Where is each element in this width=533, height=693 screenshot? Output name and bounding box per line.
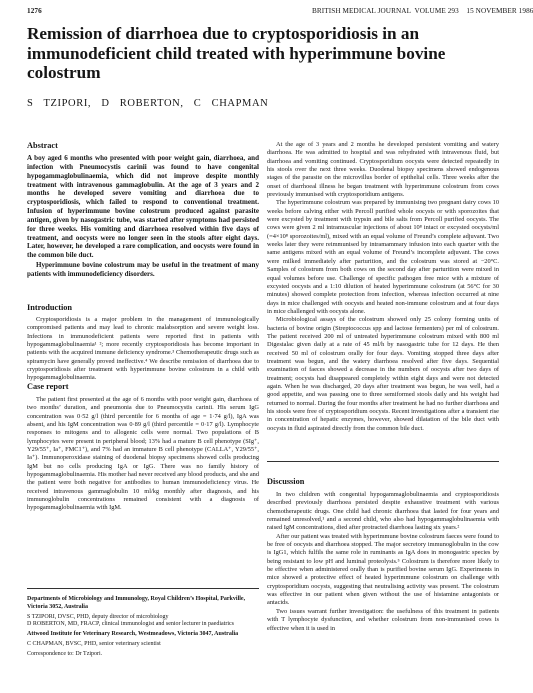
discussion-heading: Discussion bbox=[267, 477, 305, 486]
article-title: Remission of diarrhoea due to cryptosporidiosis in an immunodeficient child treated with hyperimmune bovine colostrum bbox=[27, 24, 446, 82]
page-number: 1276 bbox=[27, 7, 42, 15]
case-report-heading: Case report bbox=[27, 382, 69, 391]
paragraph: The hyperimmune colostrum was prepared by immunising two pregnant dairy cows 10 weeks before calving either with Percoll purified whole oocysts or with sporozoites that were excysted by treatment with trypsin and bile salts from Percoll purified oocysts. The cows were given 2 ml intramuscular injections of about 10⁸ intact or excysted oocysts/ml (=4×10⁸ sporozoites/ml), mixed with an equal volume of Freund’s complete adjuvant. Two weeks later they were reimmunised by intramammary infusion into each quarter with the same antigens mixed with an equal volume of Freund’s incomplete adjuvant. The cows were milked immediately after parturition, and the colostrum was stored at −20°C. Samples of colostrum from both cows on the second day after parturition were mixed in equal volumes before use. Challenge of specific pathogen free mice with a mixture of excysted oocysts and a 1:10 dilution of heated hyperimmune colostrum (at 56°C for 30 minutes) showed complete protection from infection, whereas infection occurred at nine days in mice challenged with oocysts and heated non-immune colostrum and at four days in mice challenged with oocysts alone. bbox=[267, 199, 499, 315]
paragraph: After our patient was treated with hyperimmune bovine colostrum faeces were found to be free of oocysts and diarrhoea stopped. The major secretory immunoglobulin in the cow is IgG1, which fulfils the same role in ruminants as IgA does in monogastric species by being resistant to low pH and luminal proteolysis.⁵ Colostrum is therefore more likely to be effective when administered orally than is purified bovine serum IgG. Experiments in mice showed a protective effect of heated hyperimmune colostrum on challenge with cryptosporidium oocysts, suggesting that neutralising activity was present. The colostrum was effective in our patient when given without the use of histamine antagonists or antacids. bbox=[267, 532, 499, 607]
affiliation-author: S TZIPORI, DVSC, PHD, deputy director of microbiology bbox=[27, 613, 169, 620]
footnote-rule bbox=[27, 588, 259, 589]
case-report-text bbox=[27, 396, 259, 578]
introduction-text bbox=[27, 316, 259, 382]
journal-line: BRITISH MEDICAL JOURNAL VOLUME 293 15 NOVEMBER 1986 bbox=[312, 7, 533, 15]
discussion-text bbox=[267, 491, 499, 687]
paragraph: In two children with congenital hypogammaglobulinaemia and cryptosporidiosis described previously diarrhoea persisted despite exhaustive treatment with various chemotherapeutic drugs. One child had chronic diarrhoea that lasted for four years and remained unresolved,¹ and a second child, who also had hypogammaglobulinaemia with raised IgM concentrations, died after protracted diarrhoea lasting six years.² bbox=[267, 491, 499, 532]
correspondence: Correspondence to: Dr Tzipori. bbox=[27, 651, 103, 657]
abstract-paragraph: Hyperimmune bovine colostrum may be useful in the treatment of many patients with immunodeficiency disorders. bbox=[27, 261, 259, 278]
section-rule bbox=[267, 461, 499, 462]
abstract bbox=[27, 154, 259, 279]
affiliation-author: D ROBERTON, MD, FRACP, clinical immunologist and senior lecturer in paediatrics bbox=[27, 621, 235, 627]
affiliation-author: C CHAPMAN, BVSC, PHD, senior veterinary scientist bbox=[27, 641, 161, 647]
affiliation-institution: Departments of Microbiology and Immunology, Royal Children’s Hospital, Parkville, Victoria 3052, Australia bbox=[27, 596, 246, 610]
case-report-continued bbox=[267, 141, 499, 447]
paragraph: Microbiological assays of the colostrum showed only 25 colony forming units of bacteria of bovine origin (Streptococcus spp and lactose fermenters) per ml of colostrum. The patient received 200 ml of untreated hyperimmune colostrum mixed with 800 ml Digestalac given daily at a rate of 45 ml/h by nasogastric tube for 12 days. He then received 50 ml of colostrum orally for four days. Vomiting stopped three days after treatment was begun, and the watery diarrhoea resolved after five days. Sequential examination of faeces showed a decrease in the numbers of oocysts after two days of treatment; oocysts had disappeared completely within eight days and were not detected again. When he was discharged, 20 days after treatment was begun, he was well, had a good appetite, and was passing one to three semiformed stools daily and his weight had returned to normal. During the four months after treatment he had no further diarrhoea and his stools were free of cryptosporidium oocysts. Recent investigations after a transient rise in concentration of hepatic enzymes, however, showed dilatation of the bile duct with oocysts in fluid aspirated directly from the common bile duct. bbox=[267, 316, 499, 432]
affiliation-institution: Attwood Institute for Veterinary Research, Westmeadows, Victoria 3047, Australia bbox=[27, 631, 239, 637]
paragraph: Two issues warrant further investigation: the usefulness of this treatment in patients with T lymphocyte dysfunction, and whether colostrum from non-immunised cows is effective when it is used in bbox=[267, 607, 499, 632]
affiliations bbox=[27, 596, 259, 661]
author-list: S TZIPORI, D ROBERTON, C CHAPMAN bbox=[27, 98, 269, 109]
running-header bbox=[27, 7, 533, 18]
paragraph: Cryptosporidiosis is a major problem in the management of immunologically compromised patients and may lead to chronic malabsorption and severe weight loss. Infections in immunodeficient patients were reported first in patients with hypogammaglobulinaemia¹ ²; more recently cryptosporidiosis has become important in patients with the acquired immune deficiency syndrome.³ Chemotherapeutic drugs such as spiramycin have generally proved ineffective.⁴ We describe remission of diarrhoea due to cryptosporidiosis after treatment with hyperimmune bovine colostrum in a child with hypogammaglobulinaemia. bbox=[27, 316, 259, 382]
abstract-paragraph: A boy aged 6 months who presented with poor weight gain, diarrhoea, and infection with Pneumocystis carinii was found to have congenital hypogammaglobulinaemia, which did not improve despite monthly treatment with intravenous gammaglobulin. At the age of 3 years and 2 months he developed severe vomiting and diarrhoea due to cryptosporidiosis, which failed to respond to conventional treatment. Infusion of hyperimmune bovine colostrum produced against parasite antigen, given by nasogastric tube, was started after symptoms had persisted for three weeks. His vomiting and diarrhoea resolved within five days of treatment, and oocysts were no longer seen in the stools after eight days. Later, however, he developed a rare complication, and oocysts were found in the common bile duct. bbox=[27, 154, 259, 260]
paragraph: At the age of 3 years and 2 months he developed persistent vomiting and watery diarrhoea. He was admitted to hospital and was rehydrated with intravenous fluid, but diarrhoea and vomiting continued. Cryptosporidium oocysts were detected repeatedly in his stools over the next three weeks. Duodenal biopsy specimens showed endogenous stages of the parasite on the microvillus border of epithelial cells. Three weeks after the onset of diarrhoeal illness he began treatment with hyperimmune colostrum from cows previously immunised with cryptosporidium antigens. bbox=[267, 141, 499, 199]
abstract-heading: Abstract bbox=[27, 141, 58, 150]
paragraph: The patient first presented at the age of 6 months with poor weight gain, diarrhoea of two months’ duration, and pneumonia due to Pneumocystis carinii. His serum IgG concentration was 0·52 g/l (third percentile for 6 months of age = 1·74 g/l), IgA was absent, and his IgM concentration was 0·89 g/l (third percentile = 0·17 g/l). Lymphocyte responses to mitogens and to allogenic cells were normal. Two populations of B lymphocytes were present in peripheral blood; 13% had a mature B cell phenotype (SIg⁺, Y29/55⁺, Ia⁺, FMC1⁺), and 7% had an immature B cell phenotype (CALLA⁺, Y29/55⁺, Ia⁺). Immunoperoxidase staining of duodenal biopsy specimens showed cells producing IgM but no cells producing IgA or IgG. There was no family history of hypogammaglobulinaemia. His mother had never received any blood products, and she and the patient were both negative for antibodies to human immunodeficiency virus. He received intravenous gammaglobulin 10 ml/kg monthly after diagnosis, and his immunoglobulin concentrations remained consistent with a diagnosis of hypogammaglobulinaemia with IgM. bbox=[27, 396, 260, 512]
introduction-heading: Introduction bbox=[27, 303, 73, 312]
